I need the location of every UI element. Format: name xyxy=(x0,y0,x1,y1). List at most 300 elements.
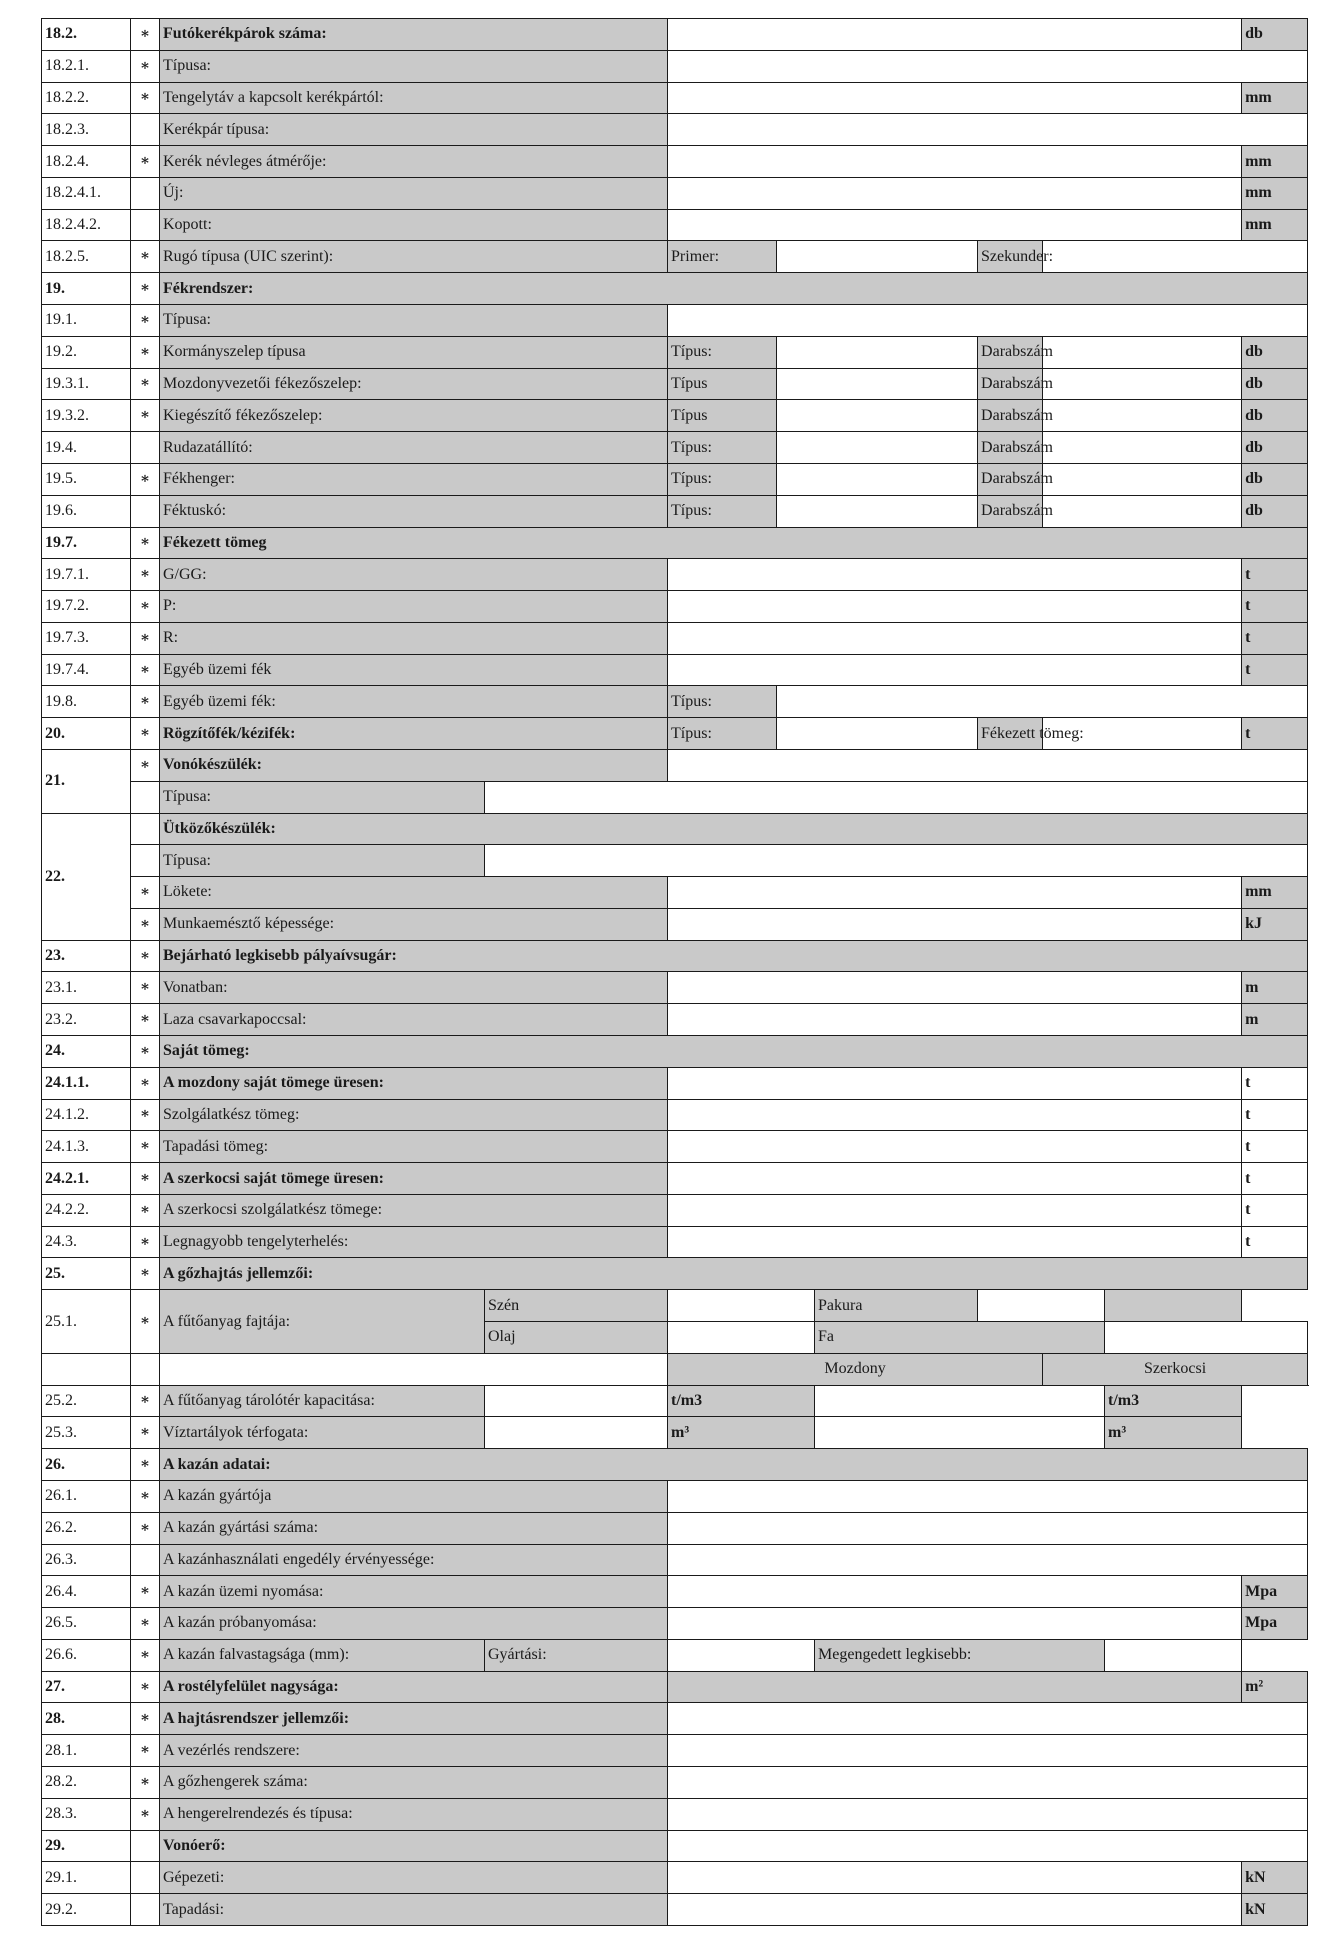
entry-field[interactable] xyxy=(485,1417,668,1449)
required-marker-icon: ∗ xyxy=(131,368,160,400)
field-label: Egyéb üzemi fék: xyxy=(160,686,668,718)
required-marker-icon: ∗ xyxy=(131,686,160,718)
entry-field[interactable] xyxy=(668,114,1308,146)
item-number: 28.2. xyxy=(42,1766,131,1798)
entry-field[interactable] xyxy=(131,495,160,527)
field-label: db xyxy=(1242,19,1308,51)
entry-field[interactable] xyxy=(668,1862,1242,1894)
entry-field[interactable] xyxy=(668,1639,815,1671)
required-marker-icon: ∗ xyxy=(131,1512,160,1544)
field-label: Mozdonyvezetői fékezőszelep: xyxy=(160,368,668,400)
field-label: mm xyxy=(1242,82,1308,114)
entry-field[interactable] xyxy=(1043,463,1242,495)
required-marker-icon: ∗ xyxy=(131,749,160,781)
item-number: 29.2. xyxy=(42,1894,131,1926)
required-marker-icon: ∗ xyxy=(131,1639,160,1671)
entry-field[interactable] xyxy=(815,1385,1105,1417)
item-number: 18.2.2. xyxy=(42,82,131,114)
entry-field[interactable] xyxy=(668,1512,1308,1544)
form-row xyxy=(42,1099,1308,1131)
entry-field[interactable] xyxy=(777,686,1308,718)
entry-field[interactable] xyxy=(131,813,160,845)
field-label: t xyxy=(1242,1194,1308,1226)
entry-field[interactable] xyxy=(668,877,1242,909)
field-label: Mpa xyxy=(1242,1608,1308,1640)
field-label: P: xyxy=(160,591,668,623)
item-number: 24.1.2. xyxy=(42,1099,131,1131)
item-number: 23.1. xyxy=(42,972,131,1004)
field-label: Ütközőkészülék: xyxy=(160,813,1308,845)
item-number: 25.2. xyxy=(42,1385,131,1417)
required-marker-icon: ∗ xyxy=(131,1385,160,1417)
field-label: t xyxy=(1242,1131,1308,1163)
entry-field[interactable] xyxy=(1043,495,1242,527)
field-label: A hengerelrendezés és típusa: xyxy=(160,1798,668,1830)
field-label: Fékrendszer: xyxy=(160,273,1308,305)
field-label: Darabszám xyxy=(978,336,1043,368)
form-row xyxy=(42,813,1308,845)
field-label: Primer: xyxy=(668,241,777,273)
field-label: A kazán adatai: xyxy=(160,1449,1308,1481)
entry-field[interactable] xyxy=(668,1480,1308,1512)
field-label: Kiegészítő fékezőszelep: xyxy=(160,400,668,432)
entry-field[interactable] xyxy=(777,368,978,400)
field-label: db xyxy=(1242,463,1308,495)
field-label: Típus xyxy=(668,400,777,432)
entry-field[interactable] xyxy=(131,1544,160,1576)
form-row xyxy=(42,1036,1308,1068)
required-marker-icon: ∗ xyxy=(131,527,160,559)
field-label: Vonatban: xyxy=(160,972,668,1004)
entry-field[interactable] xyxy=(1105,1322,1308,1354)
field-label: m xyxy=(1242,972,1308,1004)
item-number: 19.7.2. xyxy=(42,591,131,623)
required-marker-icon: ∗ xyxy=(131,241,160,273)
item-number: 26.5. xyxy=(42,1608,131,1640)
required-marker-icon: ∗ xyxy=(131,50,160,82)
form-row xyxy=(42,654,1308,686)
entry-field[interactable] xyxy=(668,622,1242,654)
field-label: kJ xyxy=(1242,908,1308,940)
field-label: Megengedett legkisebb: xyxy=(815,1639,1105,1671)
entry-field[interactable] xyxy=(978,1290,1105,1322)
field-label: Gyártási: xyxy=(485,1639,668,1671)
form-row xyxy=(42,1163,1308,1195)
field-label: Szén xyxy=(485,1290,668,1322)
form-row xyxy=(42,718,1308,750)
required-marker-icon: ∗ xyxy=(131,1194,160,1226)
entry-field[interactable] xyxy=(485,781,1308,813)
field-label: Olaj xyxy=(485,1322,668,1354)
required-marker-icon: ∗ xyxy=(131,940,160,972)
form-row xyxy=(42,527,1308,559)
entry-field[interactable] xyxy=(668,1735,1308,1767)
form-row xyxy=(42,1735,1308,1767)
form-row xyxy=(42,1385,1308,1417)
item-number: 18.2.5. xyxy=(42,241,131,273)
item-number: 29. xyxy=(42,1830,131,1862)
field-label: Rugó típusa (UIC szerint): xyxy=(160,241,668,273)
field-label: Típus xyxy=(668,368,777,400)
item-number: 19.6. xyxy=(42,495,131,527)
entry-field[interactable] xyxy=(131,1894,160,1926)
field-label: Víztartályok térfogata: xyxy=(160,1417,485,1449)
field-label: A szerkocsi saját tömege üresen: xyxy=(160,1163,668,1195)
form-row xyxy=(42,622,1308,654)
item-number: 18.2. xyxy=(42,19,131,51)
field-label: Lökete: xyxy=(160,877,668,909)
entry-field[interactable] xyxy=(668,1798,1308,1830)
field-label: Szerkocsi xyxy=(1043,1353,1308,1385)
field-label: Darabszám xyxy=(978,463,1043,495)
required-marker-icon: ∗ xyxy=(131,559,160,591)
field-label: Féktuskó: xyxy=(160,495,668,527)
field-label: Fékezett tömeg: xyxy=(978,718,1043,750)
field-label: Szolgálatkész tömeg: xyxy=(160,1099,668,1131)
field-label: m² xyxy=(1242,1671,1308,1703)
entry-field xyxy=(1105,1290,1242,1322)
entry-field[interactable] xyxy=(668,305,1308,337)
form-row xyxy=(42,686,1308,718)
field-label: Fékezett tömeg xyxy=(160,527,1308,559)
entry-field[interactable] xyxy=(668,1703,1308,1735)
form-row xyxy=(42,463,1308,495)
required-marker-icon: ∗ xyxy=(131,146,160,178)
item-number: 19.1. xyxy=(42,305,131,337)
field-label: A mozdony saját tömege üresen: xyxy=(160,1067,668,1099)
entry-field[interactable] xyxy=(160,1353,668,1385)
required-marker-icon: ∗ xyxy=(131,1735,160,1767)
entry-field[interactable] xyxy=(668,1099,1242,1131)
item-number: 28.1. xyxy=(42,1735,131,1767)
field-label: Laza csavarkapoccsal: xyxy=(160,1004,668,1036)
form-row xyxy=(42,559,1308,591)
form-row xyxy=(42,1703,1308,1735)
form-row xyxy=(42,1449,1308,1481)
item-number: 26.6. xyxy=(42,1639,131,1671)
required-marker-icon: ∗ xyxy=(131,877,160,909)
field-label: R: xyxy=(160,622,668,654)
entry-field[interactable] xyxy=(131,114,160,146)
form-row xyxy=(42,177,1308,209)
required-marker-icon: ∗ xyxy=(131,82,160,114)
field-label: Saját tömeg: xyxy=(160,1036,1308,1068)
field-label: Gépezeti: xyxy=(160,1862,668,1894)
entry-field[interactable] xyxy=(668,591,1242,623)
entry-field[interactable] xyxy=(668,1067,1242,1099)
required-marker-icon: ∗ xyxy=(131,1703,160,1735)
item-number: 20. xyxy=(42,718,131,750)
entry-field[interactable] xyxy=(777,718,978,750)
item-number: 19.2. xyxy=(42,336,131,368)
entry-field[interactable] xyxy=(668,1290,815,1322)
item-number: 24.2.2. xyxy=(42,1194,131,1226)
required-marker-icon: ∗ xyxy=(131,718,160,750)
item-number: 23.2. xyxy=(42,1004,131,1036)
required-marker-icon: ∗ xyxy=(131,273,160,305)
field-label: Rögzítőfék/kézifék: xyxy=(160,718,668,750)
item-number: 25. xyxy=(42,1258,131,1290)
item-number: 21. xyxy=(42,749,131,813)
item-number: 18.2.4. xyxy=(42,146,131,178)
field-label: A kazán próbanyomása: xyxy=(160,1608,668,1640)
entry-field[interactable] xyxy=(668,1894,1242,1926)
entry-field[interactable] xyxy=(777,432,978,464)
entry-field[interactable] xyxy=(131,1862,160,1894)
required-marker-icon: ∗ xyxy=(131,591,160,623)
field-label: t xyxy=(1242,559,1308,591)
form-row xyxy=(42,336,1308,368)
field-label: db xyxy=(1242,400,1308,432)
form-row xyxy=(42,1766,1308,1798)
field-label: kN xyxy=(1242,1894,1308,1926)
field-label: Típus: xyxy=(668,463,777,495)
field-label: mm xyxy=(1242,177,1308,209)
item-number: 19.7.4. xyxy=(42,654,131,686)
field-label: A fűtőanyag tárolótér kapacitása: xyxy=(160,1385,485,1417)
field-label: kN xyxy=(1242,1862,1308,1894)
form-row xyxy=(42,781,1308,813)
form-row xyxy=(42,495,1308,527)
field-label: Fékhenger: xyxy=(160,463,668,495)
item-number: 24.1.1. xyxy=(42,1067,131,1099)
required-marker-icon: ∗ xyxy=(131,400,160,432)
field-label: A rostélyfelület nagysága: xyxy=(160,1671,668,1703)
field-label: Típus: xyxy=(668,336,777,368)
item-number: 19.7.1. xyxy=(42,559,131,591)
entry-field[interactable] xyxy=(668,972,1242,1004)
required-marker-icon: ∗ xyxy=(131,654,160,686)
field-label: m³ xyxy=(668,1417,815,1449)
entry-field[interactable] xyxy=(131,845,160,877)
item-number: 19.5. xyxy=(42,463,131,495)
item-number: 25.1. xyxy=(42,1290,131,1354)
field-label: Egyéb üzemi fék xyxy=(160,654,668,686)
entry-field[interactable] xyxy=(668,908,1242,940)
field-label: Rudazatállító: xyxy=(160,432,668,464)
field-label: Típusa: xyxy=(160,845,485,877)
entry-field[interactable] xyxy=(668,209,1242,241)
required-marker-icon: ∗ xyxy=(131,1258,160,1290)
entry-field[interactable] xyxy=(668,1226,1242,1258)
item-number: 28. xyxy=(42,1703,131,1735)
field-label: Típusa: xyxy=(160,305,668,337)
field-label: m³ xyxy=(1105,1417,1242,1449)
form-row xyxy=(42,1544,1308,1576)
entry-field[interactable] xyxy=(777,495,978,527)
entry-field[interactable] xyxy=(777,336,978,368)
entry-field[interactable] xyxy=(668,19,1242,51)
required-marker-icon: ∗ xyxy=(131,1417,160,1449)
item-number: 23. xyxy=(42,940,131,972)
form-row xyxy=(42,241,1308,273)
required-marker-icon: ∗ xyxy=(131,305,160,337)
field-label: A kazán üzemi nyomása: xyxy=(160,1576,668,1608)
field-label: A szerkocsi szolgálatkész tömege: xyxy=(160,1194,668,1226)
field-label: Kormányszelep típusa xyxy=(160,336,668,368)
entry-field[interactable] xyxy=(668,1194,1242,1226)
entry-field[interactable] xyxy=(1043,432,1242,464)
entry-field[interactable] xyxy=(1043,368,1242,400)
item-number: 19.7.3. xyxy=(42,622,131,654)
field-label: Kerékpár típusa: xyxy=(160,114,668,146)
field-label: db xyxy=(1242,336,1308,368)
entry-field[interactable] xyxy=(668,1576,1242,1608)
entry-field[interactable] xyxy=(777,241,978,273)
entry-field[interactable] xyxy=(668,82,1242,114)
form-row xyxy=(42,908,1308,940)
entry-field[interactable] xyxy=(42,1353,131,1385)
form-row xyxy=(42,1894,1308,1926)
item-number: 24. xyxy=(42,1036,131,1068)
entry-field[interactable] xyxy=(131,781,160,813)
item-number: 26.3. xyxy=(42,1544,131,1576)
field-label: t/m3 xyxy=(1105,1385,1242,1417)
entry-field[interactable] xyxy=(668,1830,1308,1862)
item-number: 22. xyxy=(42,813,131,940)
form-row xyxy=(42,1671,1308,1703)
entry-field[interactable] xyxy=(668,1544,1308,1576)
field-label: A fűtőanyag fajtája: xyxy=(160,1290,485,1354)
item-number: 18.2.4.1. xyxy=(42,177,131,209)
entry-field[interactable] xyxy=(668,749,1308,781)
required-marker-icon: ∗ xyxy=(131,908,160,940)
entry-field[interactable] xyxy=(131,432,160,464)
entry-field[interactable] xyxy=(668,654,1242,686)
item-number: 18.2.1. xyxy=(42,50,131,82)
field-label: Típusa: xyxy=(160,781,485,813)
entry-field[interactable] xyxy=(668,146,1242,178)
field-label: Pakura xyxy=(815,1290,978,1322)
field-label: Futókerékpárok száma: xyxy=(160,19,668,51)
field-label: db xyxy=(1242,368,1308,400)
entry-field[interactable] xyxy=(131,209,160,241)
field-label: db xyxy=(1242,495,1308,527)
required-marker-icon: ∗ xyxy=(131,1067,160,1099)
entry-field[interactable] xyxy=(815,1417,1105,1449)
item-number: 19.7. xyxy=(42,527,131,559)
required-marker-icon: ∗ xyxy=(131,1608,160,1640)
field-label: Darabszám xyxy=(978,495,1043,527)
item-number: 19.4. xyxy=(42,432,131,464)
form-row xyxy=(42,1830,1308,1862)
entry-field[interactable] xyxy=(1043,336,1242,368)
form-row xyxy=(42,209,1308,241)
field-label: Típus: xyxy=(668,718,777,750)
form-row xyxy=(42,1226,1308,1258)
field-label: t xyxy=(1242,718,1308,750)
entry-field[interactable] xyxy=(668,1131,1242,1163)
form-row xyxy=(42,1480,1308,1512)
field-label: Darabszám xyxy=(978,368,1043,400)
form-row xyxy=(42,114,1308,146)
entry-field[interactable] xyxy=(777,400,978,432)
entry-field[interactable] xyxy=(668,1608,1242,1640)
field-label: Darabszám xyxy=(978,432,1043,464)
field-label: Kerék névleges átmérője: xyxy=(160,146,668,178)
field-label: t xyxy=(1242,591,1308,623)
form-row xyxy=(42,1353,1308,1385)
field-label: mm xyxy=(1242,146,1308,178)
item-number: 26.1. xyxy=(42,1480,131,1512)
form-row xyxy=(42,845,1308,877)
form-row xyxy=(42,400,1308,432)
field-label: Munkaemésztő képessége: xyxy=(160,908,668,940)
item-number: 18.2.3. xyxy=(42,114,131,146)
item-number: 26. xyxy=(42,1449,131,1481)
form-body xyxy=(42,19,1308,1926)
entry-field xyxy=(668,1671,1242,1703)
item-number: 24.2.1. xyxy=(42,1163,131,1195)
field-label: Tapadási tömeg: xyxy=(160,1131,668,1163)
form-row xyxy=(42,877,1308,909)
form-row xyxy=(42,368,1308,400)
entry-field[interactable] xyxy=(131,1353,160,1385)
field-label: Tapadási: xyxy=(160,1894,668,1926)
field-label: Kopott: xyxy=(160,209,668,241)
field-label: db xyxy=(1242,432,1308,464)
field-label: Vonókészülék: xyxy=(160,749,668,781)
entry-field[interactable] xyxy=(1043,400,1242,432)
field-label: Szekunder: xyxy=(978,241,1043,273)
entry-field[interactable] xyxy=(668,177,1242,209)
form-row xyxy=(42,591,1308,623)
form-row xyxy=(42,50,1308,82)
entry-field[interactable] xyxy=(668,50,1308,82)
form-row xyxy=(42,1290,1308,1322)
form-row xyxy=(42,1608,1308,1640)
entry-field[interactable] xyxy=(131,1830,160,1862)
entry-field[interactable] xyxy=(777,463,978,495)
field-label: Típus: xyxy=(668,686,777,718)
field-label: t xyxy=(1242,1226,1308,1258)
field-label: m xyxy=(1242,1004,1308,1036)
field-label: G/GG: xyxy=(160,559,668,591)
entry-field[interactable] xyxy=(668,1004,1242,1036)
item-number: 29.1. xyxy=(42,1862,131,1894)
field-label: Típusa: xyxy=(160,50,668,82)
form-row xyxy=(42,1512,1308,1544)
entry-field[interactable] xyxy=(668,1163,1242,1195)
form-row xyxy=(42,146,1308,178)
required-marker-icon: ∗ xyxy=(131,1004,160,1036)
entry-field[interactable] xyxy=(1105,1639,1242,1671)
field-label: Típus: xyxy=(668,495,777,527)
entry-field[interactable] xyxy=(485,845,1308,877)
required-marker-icon: ∗ xyxy=(131,1671,160,1703)
entry-field[interactable] xyxy=(668,559,1242,591)
form-row xyxy=(42,1067,1308,1099)
required-marker-icon: ∗ xyxy=(131,1480,160,1512)
form-row xyxy=(42,1862,1308,1894)
entry-field[interactable] xyxy=(668,1322,815,1354)
entry-field[interactable] xyxy=(131,177,160,209)
field-label: Fa xyxy=(815,1322,1105,1354)
form-row xyxy=(42,1798,1308,1830)
field-label: A kazánhasználati engedély érvényessége: xyxy=(160,1544,668,1576)
item-number: 19.8. xyxy=(42,686,131,718)
field-label: A kazán falvastagsága (mm): xyxy=(160,1639,485,1671)
entry-field[interactable] xyxy=(485,1385,668,1417)
form-row xyxy=(42,82,1308,114)
entry-field[interactable] xyxy=(668,1766,1308,1798)
entry-field[interactable] xyxy=(1043,241,1308,273)
required-marker-icon: ∗ xyxy=(131,19,160,51)
field-label: mm xyxy=(1242,877,1308,909)
field-label: Mozdony xyxy=(668,1353,1043,1385)
field-label: Vonóerő: xyxy=(160,1830,668,1862)
field-label: Mpa xyxy=(1242,1576,1308,1608)
